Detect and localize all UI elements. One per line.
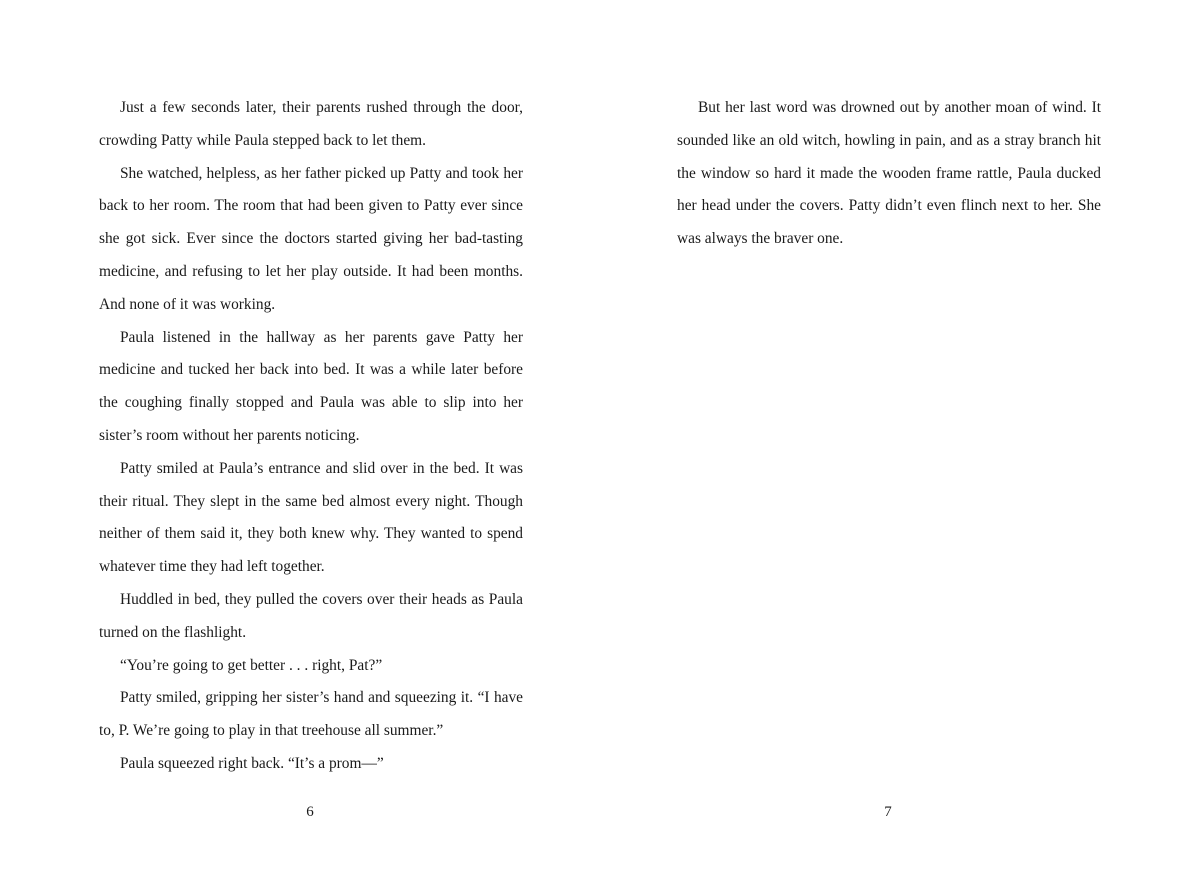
- paragraph: Just a few seconds later, their parents rushed through the door, crowding Patty while Paula stepped back to let them.: [99, 99, 523, 149]
- paragraph: But her last word was drowned out by another moan of wind. It sounded like an old witch, howling in pain, and as a stray branch hit the window so hard it made the wooden frame rattle, Paula ducked her head under the covers. Patty didn’t even flinch next to her. She was always the braver one.: [677, 99, 1101, 248]
- left-page-body: [99, 92, 523, 781]
- paragraph: Paula listened in the hallway as her parents gave Patty her medicine and tucked her back into bed. It was a while later before the coughing finally stopped and Paula was able to slip into her sister’s room without her parents noticing.: [99, 328, 523, 444]
- left-page-number: 6: [306, 804, 314, 820]
- paragraph: “You’re going to get better . . . right, Pat?”: [120, 656, 383, 674]
- paragraph: Paula squeezed right back. “It’s a prom—”: [120, 754, 384, 772]
- paragraph: Patty smiled, gripping her sister’s hand and squeezing it. “I have to, P. We’re going to play in that treehouse all summer.”: [99, 689, 523, 740]
- paragraph: She watched, helpless, as her father picked up Patty and took her back to her room. The room that had been given to Patty ever since she got sick. Ever since the doctors started giving her bad-tasting medicine, and refusing to let her play outside. It had been months. And none of it was working.: [99, 164, 523, 313]
- right-page-body: [677, 92, 1101, 256]
- paragraph: Patty smiled at Paula’s entrance and slid over in the bed. It was their ritual. They slept in the same bed almost every night. Though neither of them said it, they both knew why. They wanted to spend whatever time they had left together.: [99, 459, 523, 576]
- paragraph: Huddled in bed, they pulled the covers over their heads as Paula turned on the flashlight.: [99, 590, 523, 641]
- right-page-number: 7: [884, 804, 892, 820]
